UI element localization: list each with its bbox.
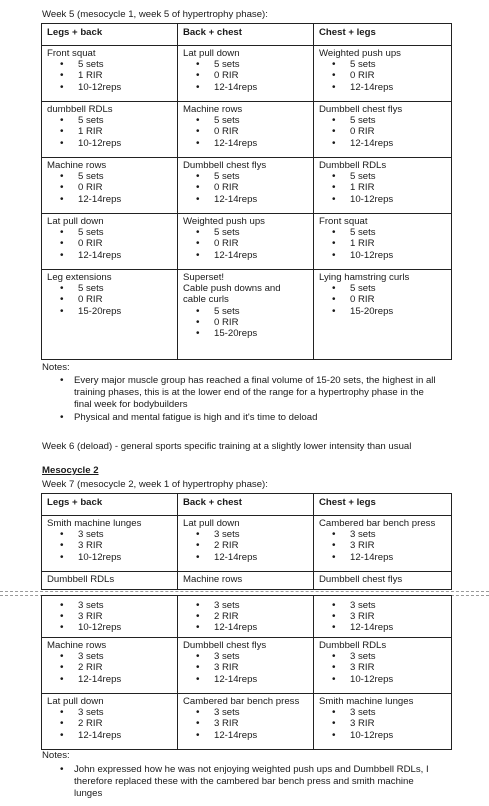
reps: • 12-14reps bbox=[319, 138, 446, 149]
rir: • 2 RIR bbox=[183, 540, 308, 551]
reps: • 12-14reps bbox=[319, 622, 446, 633]
rir: • 3 RIR bbox=[47, 611, 172, 622]
exercise-name: Lat pull down bbox=[183, 518, 240, 529]
sets: • 5 sets bbox=[183, 59, 308, 70]
exercise-name: Machine rows bbox=[47, 160, 107, 171]
sets: • 3 sets bbox=[183, 529, 308, 540]
exercise-name: dumbbell RDLs bbox=[47, 104, 113, 115]
exercise-cell bbox=[42, 46, 178, 102]
rir: • 3 RIR bbox=[319, 718, 446, 729]
exercise-details bbox=[319, 283, 446, 317]
sets: • 5 sets bbox=[47, 227, 172, 238]
reps: • 12-14reps bbox=[47, 194, 172, 205]
reps: • 12-14reps bbox=[47, 674, 172, 685]
week7-table bbox=[41, 493, 452, 590]
sets: • 3 sets bbox=[183, 600, 308, 611]
notes-label: Notes: bbox=[42, 362, 70, 373]
column-header: Chest + legs bbox=[314, 494, 452, 516]
exercise-cell bbox=[314, 596, 452, 638]
exercise-name: Dumbbell chest flys bbox=[183, 640, 267, 651]
exercise-name: cable curls bbox=[183, 294, 229, 306]
exercise-details bbox=[319, 707, 446, 741]
rir: • 1 RIR bbox=[47, 70, 172, 81]
sets: • 3 sets bbox=[47, 529, 172, 540]
exercise-name: Weighted push ups bbox=[319, 48, 401, 59]
sets: • 3 sets bbox=[319, 529, 446, 540]
exercise-name: Lying hamstring curls bbox=[319, 272, 410, 283]
exercise-name: Front squat bbox=[47, 48, 96, 59]
week6-text: Week 6 (deload) - general sports specific training at a slightly lower intensity than usual bbox=[42, 441, 412, 452]
week5-header-row bbox=[42, 24, 452, 46]
exercise-name: Smith machine lunges bbox=[319, 696, 414, 707]
exercise-cell bbox=[42, 270, 178, 360]
rir: • 0 RIR bbox=[319, 294, 446, 305]
exercise-details bbox=[47, 283, 172, 317]
exercise-cell bbox=[42, 214, 178, 270]
sets: • 3 sets bbox=[47, 707, 172, 718]
rir: • 2 RIR bbox=[47, 662, 172, 673]
exercise-details bbox=[183, 306, 308, 340]
rir: • 0 RIR bbox=[319, 126, 446, 137]
exercise-details bbox=[183, 171, 308, 205]
rir: • 0 RIR bbox=[183, 238, 308, 249]
exercise-cell bbox=[178, 694, 314, 750]
exercise-cell bbox=[178, 596, 314, 638]
sets: • 5 sets bbox=[183, 115, 308, 126]
exercise-name: Smith machine lunges bbox=[47, 518, 142, 529]
reps: • 15-20reps bbox=[47, 306, 172, 317]
exercise-cell bbox=[42, 694, 178, 750]
exercise-cell bbox=[178, 214, 314, 270]
sets: • 3 sets bbox=[319, 707, 446, 718]
rir: • 0 RIR bbox=[47, 238, 172, 249]
column-header: Back + chest bbox=[178, 24, 314, 46]
rir: • 0 RIR bbox=[183, 182, 308, 193]
rir: • 0 RIR bbox=[183, 126, 308, 137]
exercise-name: Dumbbell chest flys bbox=[319, 104, 403, 115]
exercise-details bbox=[47, 529, 172, 563]
week7-header-row bbox=[42, 494, 452, 516]
exercise-name: Lat pull down bbox=[47, 696, 104, 707]
rir: • 0 RIR bbox=[47, 294, 172, 305]
sets: • 5 sets bbox=[47, 115, 172, 126]
rir: • 3 RIR bbox=[319, 540, 446, 551]
exercise-details bbox=[183, 651, 308, 685]
week5-table bbox=[41, 23, 452, 360]
reps: • 15-20reps bbox=[319, 306, 446, 317]
reps: • 12-14reps bbox=[183, 730, 308, 741]
note-item: • Every major muscle group has reached a final volume of 15-20 sets, the highest in all training phases, this is at the lower end of the range for a hypertrophy phase in the final week for bodybuilders bbox=[60, 375, 456, 411]
column-header: Legs + back bbox=[42, 24, 178, 46]
exercise-details bbox=[47, 651, 172, 685]
reps: • 10-12reps bbox=[47, 138, 172, 149]
exercise-cell bbox=[178, 270, 314, 360]
exercise-name: Machine rows bbox=[178, 572, 314, 590]
week5-notes bbox=[60, 375, 456, 425]
rir: • 0 RIR bbox=[47, 182, 172, 193]
exercise-name: Machine rows bbox=[183, 104, 243, 115]
table-row bbox=[42, 270, 452, 360]
reps: • 15-20reps bbox=[183, 328, 308, 339]
column-header: Legs + back bbox=[42, 494, 178, 516]
exercise-name: Lat pull down bbox=[47, 216, 104, 227]
table-row bbox=[42, 214, 452, 270]
exercise-details bbox=[183, 600, 308, 634]
exercise-cell bbox=[314, 270, 452, 360]
exercise-name: Weighted push ups bbox=[183, 216, 265, 227]
reps: • 12-14reps bbox=[183, 250, 308, 261]
week7-heading: Week 7 (mesocycle 2, week 1 of hypertrophy phase): bbox=[42, 479, 268, 490]
exercise-details bbox=[183, 227, 308, 261]
exercise-details bbox=[319, 227, 446, 261]
reps: • 12-14reps bbox=[47, 250, 172, 261]
reps: • 10-12reps bbox=[47, 622, 172, 633]
table-row bbox=[42, 694, 452, 750]
rir: • 0 RIR bbox=[183, 317, 308, 328]
column-header: Back + chest bbox=[178, 494, 314, 516]
exercise-cell bbox=[42, 158, 178, 214]
table-row bbox=[42, 638, 452, 694]
reps: • 12-14reps bbox=[183, 82, 308, 93]
reps: • 12-14reps bbox=[183, 622, 308, 633]
rir: • 2 RIR bbox=[47, 718, 172, 729]
mesocycle-heading: Mesocycle 2 bbox=[42, 465, 99, 476]
reps: • 12-14reps bbox=[183, 194, 308, 205]
exercise-cell bbox=[314, 46, 452, 102]
exercise-details bbox=[319, 651, 446, 685]
sets: • 3 sets bbox=[47, 600, 172, 611]
exercise-name: Cable push downs and bbox=[183, 283, 281, 295]
exercise-cell bbox=[42, 596, 178, 638]
reps: • 12-14reps bbox=[319, 82, 446, 93]
sets: • 3 sets bbox=[47, 651, 172, 662]
exercise-cell bbox=[314, 214, 452, 270]
sets: • 5 sets bbox=[183, 306, 308, 317]
exercise-cell bbox=[314, 158, 452, 214]
sets: • 3 sets bbox=[183, 707, 308, 718]
exercise-cell bbox=[178, 516, 314, 572]
exercise-details bbox=[47, 171, 172, 205]
exercise-name: Front squat bbox=[319, 216, 368, 227]
exercise-details bbox=[183, 707, 308, 741]
exercise-name: Lat pull down bbox=[183, 48, 240, 59]
exercise-cell bbox=[314, 638, 452, 694]
rir: • 3 RIR bbox=[319, 662, 446, 673]
exercise-details bbox=[47, 227, 172, 261]
sets: • 5 sets bbox=[47, 171, 172, 182]
rir: • 3 RIR bbox=[47, 540, 172, 551]
exercise-details bbox=[47, 59, 172, 93]
exercise-name: Cambered bar bench press bbox=[183, 696, 300, 707]
note-item: • Physical and mental fatigue is high and it's time to deload bbox=[60, 412, 456, 424]
rir: • 3 RIR bbox=[183, 718, 308, 729]
exercise-name: Cambered bar bench press bbox=[319, 518, 436, 529]
table-row bbox=[42, 572, 452, 590]
exercise-cell bbox=[178, 46, 314, 102]
sets: • 5 sets bbox=[319, 283, 446, 294]
exercise-details bbox=[47, 600, 172, 634]
rir: • 3 RIR bbox=[319, 611, 446, 622]
table-row bbox=[42, 158, 452, 214]
sets: • 3 sets bbox=[319, 651, 446, 662]
exercise-cell bbox=[178, 158, 314, 214]
exercise-name: Dumbbell RDLs bbox=[42, 572, 178, 590]
table-row bbox=[42, 46, 452, 102]
week7-table-continued bbox=[41, 595, 452, 750]
exercise-details bbox=[319, 115, 446, 149]
reps: • 12-14reps bbox=[47, 730, 172, 741]
exercise-cell bbox=[42, 516, 178, 572]
exercise-cell bbox=[178, 102, 314, 158]
reps: • 12-14reps bbox=[183, 138, 308, 149]
column-header: Chest + legs bbox=[314, 24, 452, 46]
sets: • 5 sets bbox=[319, 227, 446, 238]
week7-notes bbox=[60, 764, 456, 801]
exercise-cell bbox=[314, 102, 452, 158]
exercise-details bbox=[319, 600, 446, 634]
superset-label: Superset! bbox=[183, 272, 225, 283]
rir: • 1 RIR bbox=[319, 238, 446, 249]
rir: • 0 RIR bbox=[183, 70, 308, 81]
sets: • 3 sets bbox=[183, 651, 308, 662]
reps: • 10-12reps bbox=[47, 82, 172, 93]
sets: • 5 sets bbox=[319, 115, 446, 126]
exercise-details bbox=[47, 115, 172, 149]
table-row bbox=[42, 102, 452, 158]
reps: • 10-12reps bbox=[319, 194, 446, 205]
sets: • 5 sets bbox=[319, 59, 446, 70]
sets: • 5 sets bbox=[47, 283, 172, 294]
exercise-details bbox=[183, 59, 308, 93]
table-row bbox=[42, 596, 452, 638]
notes-label: Notes: bbox=[42, 750, 70, 761]
exercise-details bbox=[319, 171, 446, 205]
rir: • 3 RIR bbox=[183, 662, 308, 673]
week5-heading: Week 5 (mesocycle 1, week 5 of hypertrophy phase): bbox=[42, 9, 268, 20]
rir: • 2 RIR bbox=[183, 611, 308, 622]
sets: • 5 sets bbox=[319, 171, 446, 182]
sets: • 5 sets bbox=[183, 227, 308, 238]
note-item: • John expressed how he was not enjoying weighted push ups and Dumbbell RDLs, I therefore replaced these with the cambered bar bench press and smith machine lunges bbox=[60, 764, 456, 800]
reps: • 12-14reps bbox=[319, 552, 446, 563]
reps: • 10-12reps bbox=[319, 250, 446, 261]
exercise-name: Dumbbell chest flys bbox=[183, 160, 267, 171]
exercise-cell bbox=[42, 638, 178, 694]
reps: • 12-14reps bbox=[183, 552, 308, 563]
sets: • 3 sets bbox=[319, 600, 446, 611]
sets: • 5 sets bbox=[183, 171, 308, 182]
exercise-name: Dumbbell chest flys bbox=[314, 572, 452, 590]
reps: • 10-12reps bbox=[319, 730, 446, 741]
exercise-name: Dumbbell RDLs bbox=[319, 640, 387, 651]
exercise-name: Machine rows bbox=[47, 640, 107, 651]
exercise-name: Leg extensions bbox=[47, 272, 112, 283]
exercise-details bbox=[183, 115, 308, 149]
reps: • 10-12reps bbox=[47, 552, 172, 563]
exercise-cell bbox=[42, 102, 178, 158]
exercise-details bbox=[319, 59, 446, 93]
exercise-cell bbox=[314, 694, 452, 750]
exercise-name: Dumbbell RDLs bbox=[319, 160, 387, 171]
sets: • 5 sets bbox=[47, 59, 172, 70]
exercise-details bbox=[319, 529, 446, 563]
rir: • 1 RIR bbox=[47, 126, 172, 137]
exercise-cell bbox=[178, 638, 314, 694]
rir: • 1 RIR bbox=[319, 182, 446, 193]
reps: • 10-12reps bbox=[319, 674, 446, 685]
table-row bbox=[42, 516, 452, 572]
exercise-details bbox=[47, 707, 172, 741]
exercise-cell bbox=[314, 516, 452, 572]
reps: • 12-14reps bbox=[183, 674, 308, 685]
exercise-details bbox=[183, 529, 308, 563]
rir: • 0 RIR bbox=[319, 70, 446, 81]
